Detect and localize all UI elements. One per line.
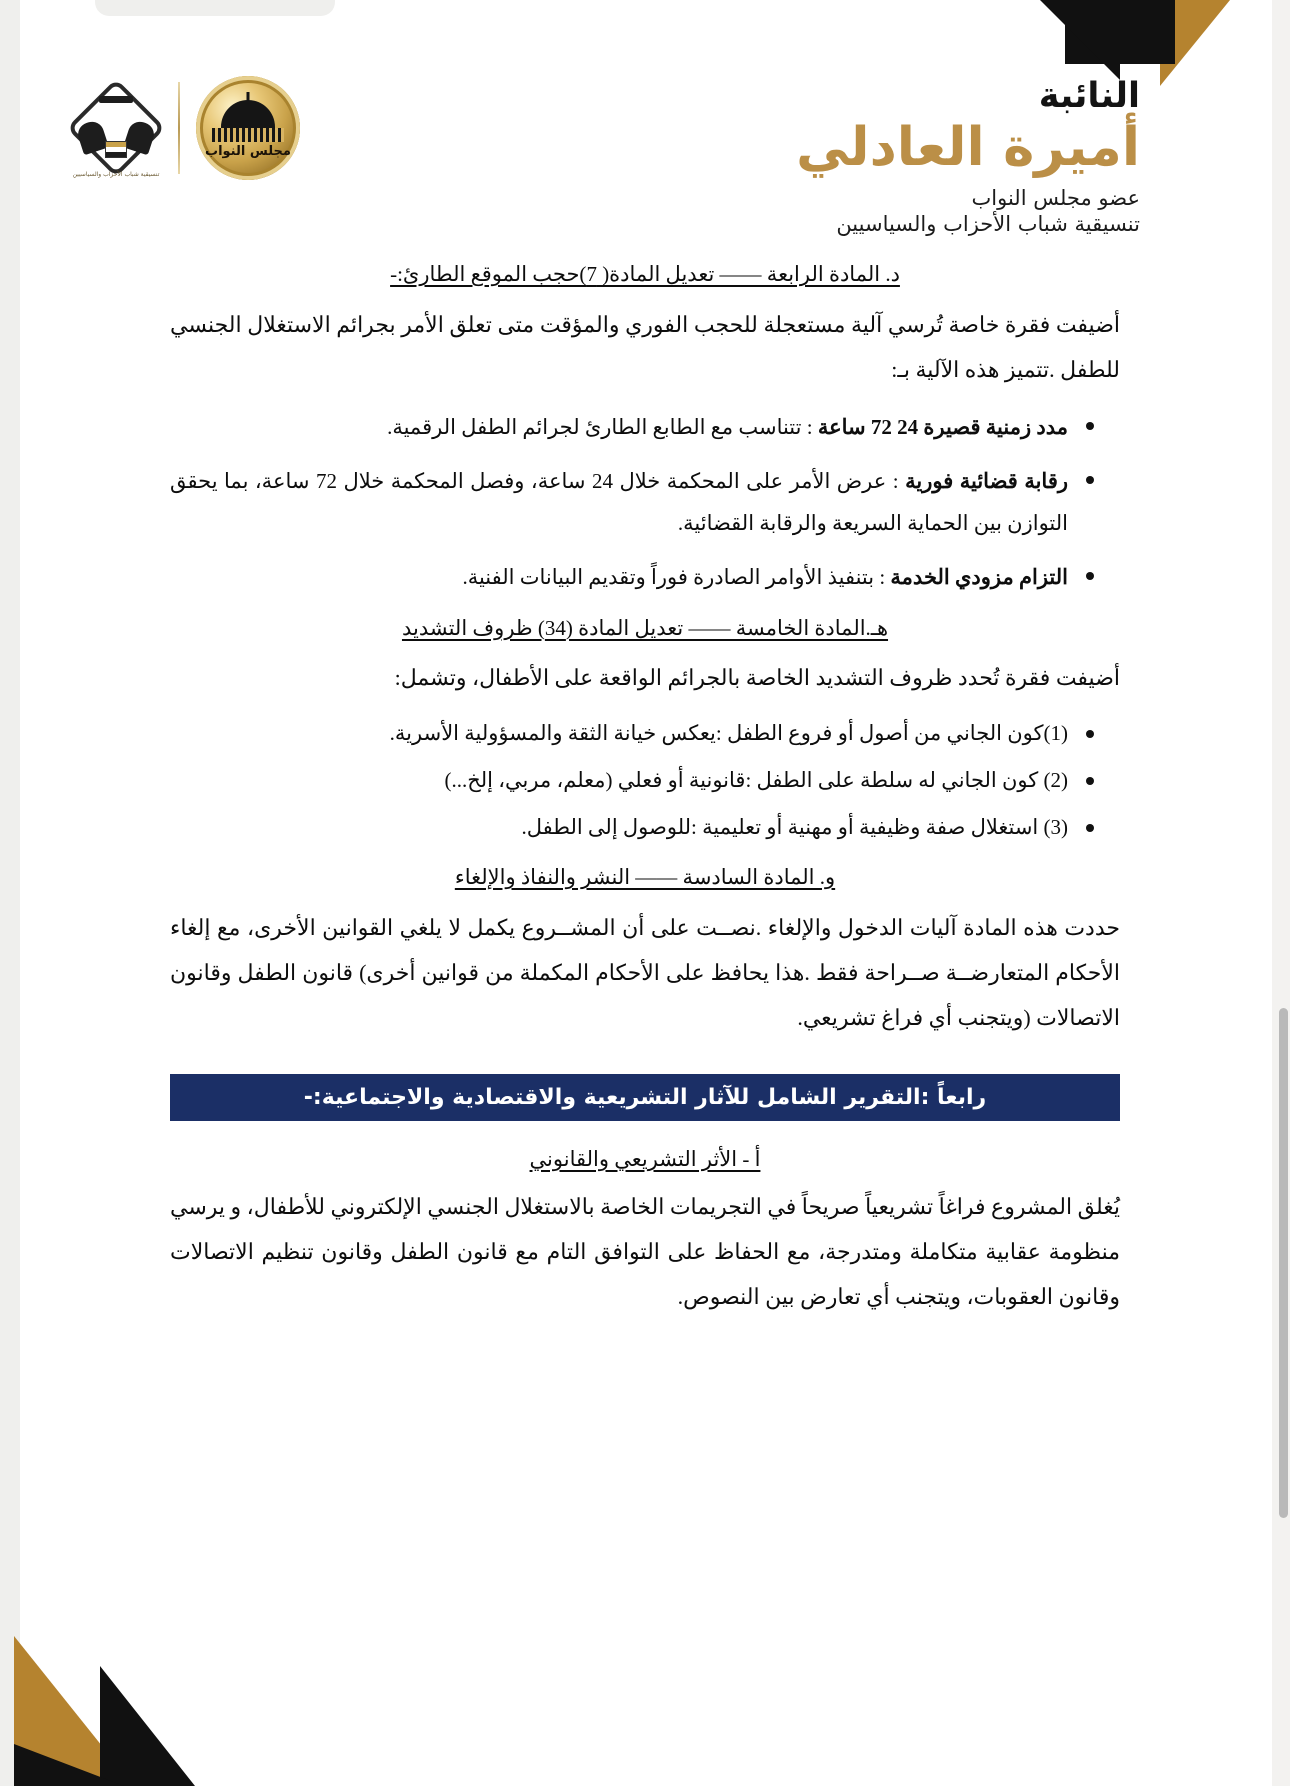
viewer-scrollbar[interactable] (1279, 1008, 1288, 1518)
deputy-role-line-2: تنسيقية شباب الأحزاب والسياسيين (836, 212, 1140, 237)
hand-right-icon (123, 119, 157, 156)
deputy-title: النائبة (1038, 76, 1140, 116)
section-heading-article-6 (170, 861, 1120, 895)
bullet-list-article-4 (170, 406, 1120, 598)
list-item-text: : تتناسب مع الطابع الطارئ لجرائم الطفل الرقمية. (387, 414, 818, 439)
hand-left-icon (75, 119, 109, 156)
list-item-emphasis: التزام مزودي الخدمة (890, 564, 1068, 589)
list-item (170, 761, 1068, 800)
list-item-text: : بتنفيذ الأوامر الصادرة فوراً وتقديم البيانات الفنية. (462, 564, 891, 589)
section-heading-article-6-text: و. المادة السادسة —— النشر والنفاذ والإلغاء (454, 865, 836, 889)
youth-coordination-logo-icon (70, 82, 162, 178)
list-item (170, 556, 1068, 598)
subsection-paragraph-legal-impact: يُغلق المشروع فراغاً تشريعياً صريحاً في التجريمات الخاصة بالاستغلال الجنسي الإلكتروني للأطفال، و يرسي منظومة عقابية متكاملة ومتدرجة، مع الحفاظ على التوافق التام مع قانون الطفل وقانون تنظيم الاتصالات وقانون العقوبات، ويتجنب أي تعارض بين النصوص. (170, 1193, 1120, 1310)
corner-black-bottom-left-decor (100, 1666, 195, 1786)
flag-icon (105, 141, 127, 158)
seal-dome-icon (221, 100, 275, 130)
list-item-text: (3) استغلال صفة وظيفية أو مهنية أو تعليمية :للوصول إلى الطفل. (521, 815, 1068, 840)
list-item (170, 406, 1068, 448)
section-heading-article-4-text: د. المادة الرابعة —— تعديل المادة( 7)حجب الموقع الطارئ:- (390, 262, 900, 286)
page-gutter-right (1272, 0, 1290, 1786)
diamond-bar-icon (99, 96, 133, 103)
list-item-emphasis: مدد زمنية قصيرة 24 72 ساعة (817, 414, 1068, 439)
header-logo-divider (178, 82, 180, 174)
section-heading-article-4 (170, 258, 1120, 292)
section-banner-report: رابعاً :التقرير الشامل للآثار التشريعية والاقتصادية والاجتماعية:- (170, 1074, 1120, 1121)
parliament-seal-icon (196, 76, 300, 180)
deputy-role-line-1: عضو مجلس النواب (971, 186, 1140, 211)
diamond-logo-caption: تنسيقية شباب الأحزاب والسياسيين (72, 171, 160, 178)
seal-columns-icon (212, 128, 284, 142)
subsection-heading-legal-impact (170, 1147, 1120, 1172)
document-header (0, 66, 1290, 256)
list-item-text: (2) كون الجاني له سلطة على الطفل :قانونية أو فعلي (معلم، مربي، إلخ...) (444, 768, 1068, 793)
section-heading-article-5-text: هـ.المادة الخامسة —— تعديل المادة (34) ظروف التشديد (401, 615, 889, 640)
section-paragraph-article-6: حددت هذه المادة آليات الدخول والإلغاء .نصــت على أن المشــروع يكمل لا يلغي القوانين الأخرى، مع إلغاء الأحكام المتعارضــة صــراحة فقط .هذا يحافظ على الأحكام المكملة من قوانين أخرى) قانون الطفل وقانون الاتصالات (ويتجنب أي فراغ تشريعي. (170, 914, 1120, 1030)
page-gutter-left (0, 0, 20, 1786)
list-item-text: : عرض الأمر على المحكمة خلال 24 ساعة، وفصل المحكمة خلال 72 ساعة، بما يحقق التوازن بين الحماية السريعة والرقابة القضائية. (170, 468, 1068, 535)
subsection-heading-legal-impact-text: أ - الأثر التشريعي والقانوني (529, 1146, 761, 1171)
header-brand-block (796, 78, 1140, 238)
page-top-notch-decor (95, 0, 335, 16)
header-logos (70, 76, 300, 180)
list-item-text: (1)كون الجاني من أصول أو فروع الطفل :يعكس خيانة الثقة والمسؤولية الأسرية. (389, 721, 1068, 746)
section-paragraph-article-5: أضيفت فقرة تُحدد ظروف التشديد الخاصة بالجرائم الواقعة على الأطفال، وتشمل: (394, 665, 1120, 691)
section-paragraph-article-4: أضيفت فقرة خاصة تُرسي آلية مستعجلة للحجب الفوري والمؤقت متى تعلق الأمر بجرائم الاستغلال الجنسي للطفل .تتميز هذه الآلية بـ: (170, 311, 1120, 382)
list-item-emphasis: رقابة قضائية فورية (905, 468, 1068, 493)
list-item (170, 460, 1068, 544)
list-item (170, 714, 1068, 753)
seal-label: مجلس النواب (205, 144, 291, 159)
section-heading-article-5 (170, 612, 1120, 646)
hands-icon (79, 108, 153, 152)
bullet-list-article-5 (170, 714, 1120, 847)
deputy-name: أميرة العادلي (796, 116, 1140, 178)
document-body (170, 258, 1120, 1329)
list-item (170, 808, 1068, 847)
